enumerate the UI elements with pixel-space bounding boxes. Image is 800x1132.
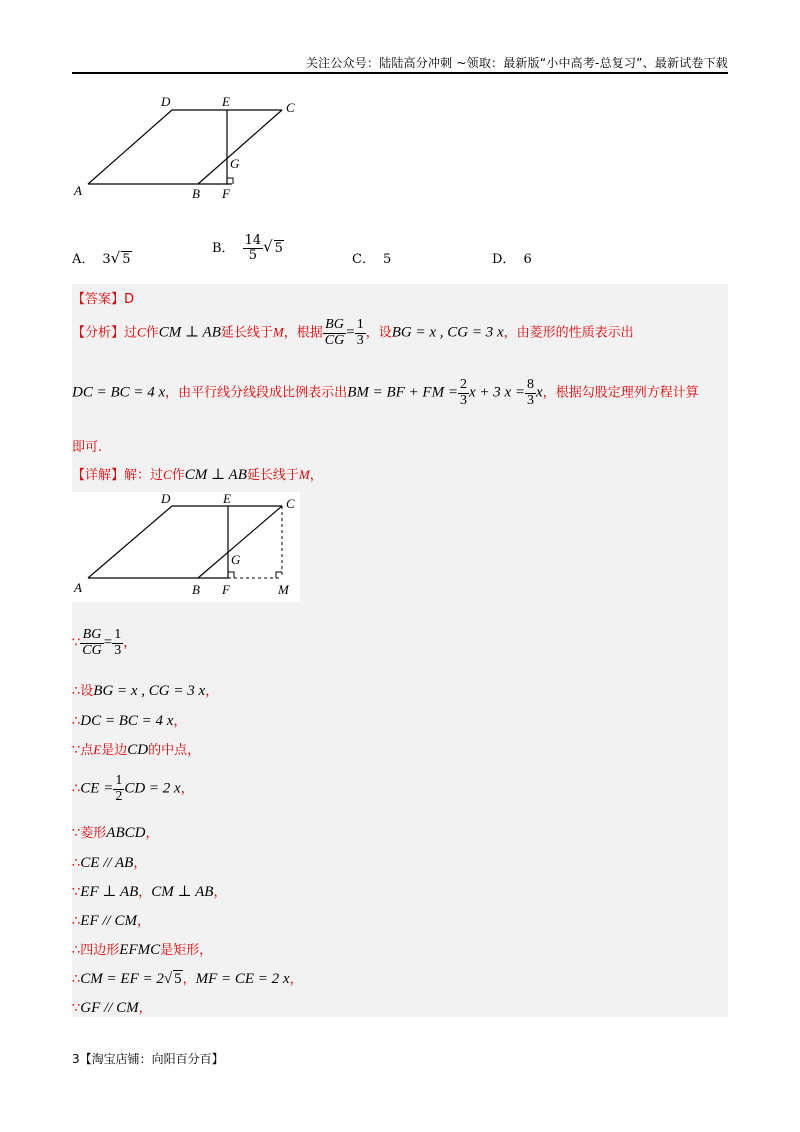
math-abcd: ABCD	[106, 825, 146, 841]
label-a: A	[74, 580, 82, 595]
option-b-den: 5	[248, 247, 257, 263]
punct: ，	[138, 1001, 152, 1016]
side-ad	[88, 110, 172, 184]
page-footer	[72, 1050, 224, 1067]
analysis-line-3	[72, 436, 102, 455]
punct: ，	[213, 885, 227, 900]
answer-options	[72, 233, 672, 272]
math-cd-2x: CD = 2 x	[124, 780, 181, 797]
option-b-label: B．	[212, 240, 235, 256]
label-f: F	[222, 582, 230, 597]
fraction-bg-cg	[323, 318, 346, 348]
fraction-two-thirds	[458, 378, 469, 408]
answer-line	[72, 288, 134, 307]
numerator: 8	[527, 377, 535, 392]
step-6	[72, 822, 158, 842]
therefore-symbol: ∴	[72, 972, 81, 987]
text: 延长线于	[220, 325, 273, 341]
option-b[interactable]	[212, 234, 284, 262]
label-c: C	[286, 100, 295, 115]
step-1	[72, 628, 136, 658]
punct: ，	[205, 684, 219, 699]
denominator: 2	[115, 788, 123, 804]
step-12	[72, 997, 152, 1017]
math-ce: CE =	[80, 780, 114, 797]
text: 是边	[101, 743, 128, 758]
math-ef-perp-ab: EF ⊥ AB	[80, 884, 139, 900]
label-m: M	[278, 582, 289, 597]
math-cm-ef: CM = EF = 2	[80, 971, 164, 987]
figure-background	[72, 492, 300, 602]
label-e: E	[223, 492, 231, 506]
text: 即可.	[72, 440, 103, 455]
fraction-eight-thirds	[525, 378, 536, 408]
fraction-one-third	[112, 628, 123, 658]
math-ef-parallel-cm: EF // CM	[80, 913, 137, 929]
punct: ，	[123, 635, 137, 651]
punct: ，	[289, 972, 303, 987]
because-symbol: ∵	[72, 885, 81, 900]
fraction-one-third	[355, 318, 366, 348]
step-8	[72, 881, 226, 901]
text: ，根据	[283, 325, 323, 341]
math-cm-perp-ab: CM ⊥ AB	[158, 324, 221, 341]
option-a-label: A．	[72, 252, 95, 267]
solution-panel	[72, 284, 728, 1017]
therefore-text: ∴四边形	[72, 943, 120, 958]
detail-line	[72, 464, 323, 484]
punct: ，	[180, 781, 194, 797]
right-angle-mark	[227, 178, 233, 184]
punct: ，	[138, 885, 152, 900]
step-3	[72, 710, 186, 730]
punct: ，	[136, 914, 150, 929]
option-a-radicand: 5	[122, 252, 131, 267]
math-dc-bc: DC = BC = 4 x	[72, 384, 166, 401]
page-header: 关注公众号：陆陆高分冲刺 ~领取：最新版“小中高考-总复习”、最新试卷下载	[305, 56, 728, 70]
point-e: E	[93, 742, 102, 757]
numerator: BG	[80, 628, 103, 644]
sqrt-sign: √	[263, 237, 273, 256]
because-symbol: ∵	[72, 635, 81, 651]
side-bc	[198, 110, 282, 184]
header-rule	[72, 72, 728, 74]
text: ，设	[365, 325, 392, 341]
step-11	[72, 968, 303, 988]
math-set-values: BG = x , CG = 3 x	[391, 324, 504, 341]
answer-value: D	[124, 292, 135, 307]
option-d-value: 6	[523, 252, 532, 267]
label-d: D	[161, 492, 171, 506]
text: 作	[171, 468, 185, 483]
math-gf-parallel-cm: GF // CM	[80, 1000, 139, 1016]
text: 的中点，	[148, 743, 201, 758]
denominator: 3	[114, 642, 122, 658]
because-text: ∵点	[72, 743, 94, 758]
step-2	[72, 680, 218, 700]
denominator: CG	[82, 642, 102, 658]
point-m: M	[298, 467, 310, 482]
because-symbol: ∵	[72, 1001, 81, 1016]
point-m: M	[272, 324, 284, 340]
numerator: 1	[356, 317, 364, 332]
sqrt-sign: √	[163, 971, 173, 987]
step-4	[72, 739, 200, 759]
therefore-symbol: ∴	[72, 856, 81, 871]
option-a-coef: 3	[102, 252, 111, 267]
shop-name: 【淘宝店铺：向阳百分百】	[79, 1052, 224, 1066]
label-b: B	[192, 186, 200, 201]
text: 解：过	[124, 468, 164, 483]
math-set-values: BG = x , CG = 3 x	[93, 683, 206, 699]
equals: =	[103, 634, 113, 651]
step-5	[72, 774, 194, 804]
label-a: A	[74, 183, 82, 198]
text: 过	[124, 325, 138, 341]
option-d-label: D．	[492, 252, 516, 267]
label-d: D	[161, 94, 171, 109]
math-bm: BM = BF + FM =	[347, 384, 458, 401]
text: 延长线于	[246, 468, 299, 483]
label-f: F	[222, 186, 230, 201]
text: ，由平行线分线段成比例表示出	[165, 385, 348, 401]
text: 作	[145, 325, 159, 341]
option-c-label: C．	[352, 252, 375, 267]
punct: ，	[173, 714, 187, 729]
math-x: x	[536, 384, 543, 401]
punct: ，	[145, 826, 159, 841]
step-7	[72, 852, 146, 872]
option-b-fraction	[243, 234, 264, 262]
radicand: 5	[174, 971, 182, 987]
therefore-symbol: ∴	[72, 781, 81, 797]
rhombus-figure-with-m	[72, 492, 300, 602]
math-ce-parallel-ab: CE // AB	[80, 855, 134, 871]
therefore-symbol: ∴	[72, 914, 81, 929]
numerator: 1	[114, 627, 122, 642]
label-g: G	[230, 156, 240, 171]
therefore-text: ∴设	[72, 684, 94, 699]
label-c: C	[286, 496, 295, 511]
denominator: 3	[356, 332, 364, 348]
page-number: 3	[72, 1052, 80, 1066]
option-a[interactable]	[72, 248, 132, 267]
text: 是矩形，	[160, 943, 213, 958]
because-text: ∵菱形	[72, 826, 107, 841]
math-efmc: EFMC	[119, 942, 161, 958]
label-e: E	[222, 94, 230, 109]
denominator: 3	[459, 392, 467, 408]
step-10	[72, 939, 212, 959]
punct: ，	[182, 972, 196, 987]
label-b: B	[192, 582, 200, 597]
label-g: G	[231, 552, 241, 567]
equals: =	[346, 324, 355, 341]
rhombus-figure	[60, 90, 320, 205]
denominator: 3	[527, 392, 535, 408]
text: ，根据勾股定理列方程计算	[542, 385, 699, 401]
analysis-line-1	[72, 318, 634, 348]
step-9	[72, 910, 150, 930]
sqrt-sign: √	[110, 249, 121, 267]
math-mf-ce: MF = CE = 2 x	[195, 971, 290, 987]
option-d[interactable]	[492, 248, 532, 267]
fraction-bg-cg	[80, 628, 103, 658]
text: ，由菱形的性质表示出	[503, 325, 634, 341]
therefore-symbol: ∴	[72, 714, 81, 729]
detail-tag: 【详解】	[72, 468, 125, 483]
point-c: C	[137, 324, 146, 340]
option-b-radicand: 5	[274, 240, 283, 256]
text: ，	[309, 468, 323, 483]
numerator: 1	[115, 773, 123, 788]
math-cd: CD	[127, 742, 149, 758]
point-c: C	[163, 467, 172, 482]
math-cm-perp-ab: CM ⊥ AB	[184, 467, 247, 483]
math-dc-bc: DC = BC = 4 x	[80, 713, 174, 729]
option-b-num: 14	[244, 233, 262, 248]
answer-tag: 【答案】	[72, 292, 125, 307]
numerator: BG	[323, 318, 346, 334]
option-c-value: 5	[382, 252, 392, 267]
denominator: CG	[324, 332, 345, 348]
option-c[interactable]	[352, 248, 391, 267]
punct: ，	[133, 856, 147, 871]
math-cm-perp-ab: CM ⊥ AB	[151, 884, 214, 900]
analysis-tag: 【分析】	[72, 325, 125, 341]
numerator: 2	[459, 377, 467, 392]
analysis-line-2	[72, 378, 699, 408]
math-plus-3x: x + 3 x =	[468, 384, 526, 401]
fraction-one-half	[113, 774, 124, 804]
